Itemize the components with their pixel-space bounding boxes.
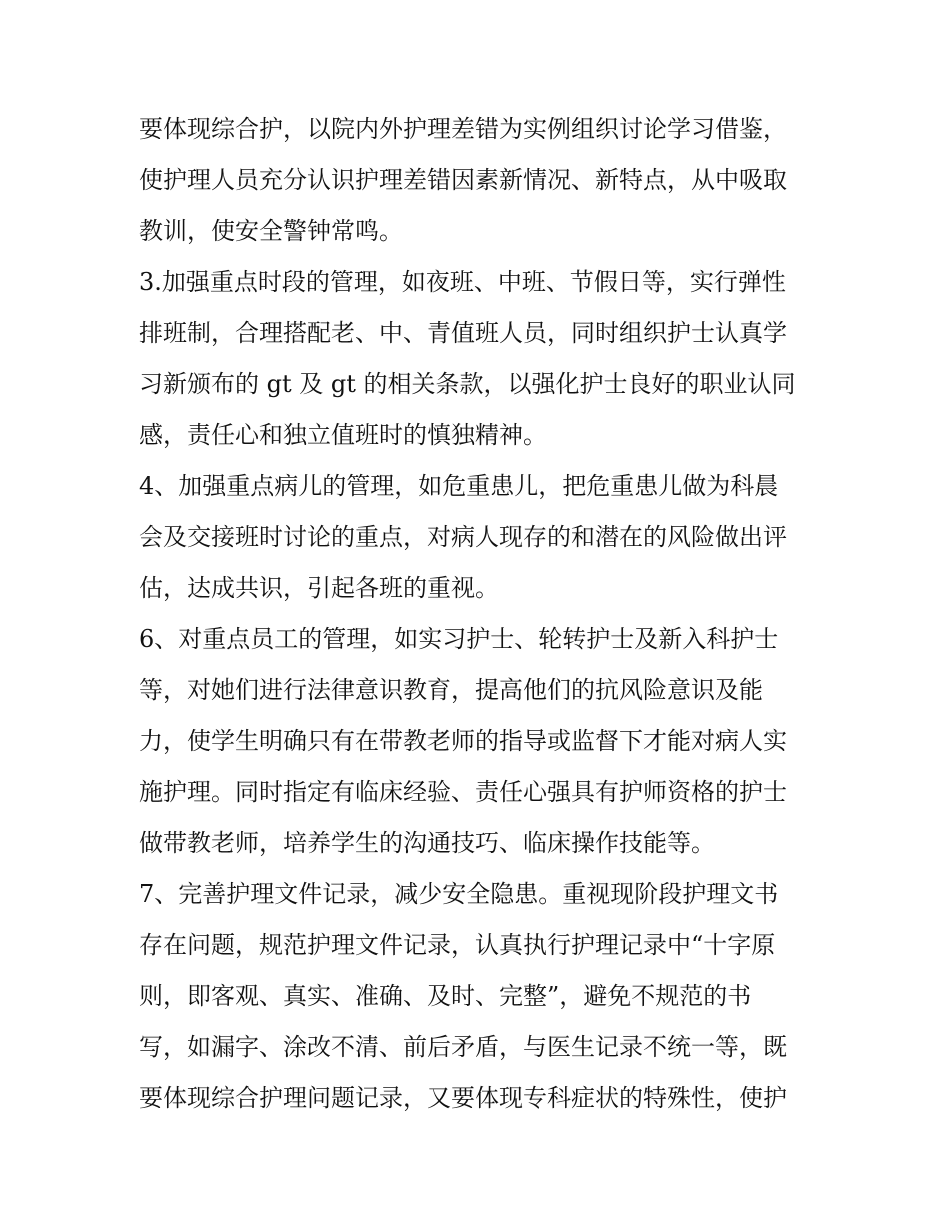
text-line: 习新颁布的 gt 及 gt 的相关条款，以强化护士良好的职业认同 — [139, 370, 796, 398]
text-line: 等，对她们进行法律意识教育，提高他们的抗风险意识及能 — [139, 676, 763, 704]
text-line: 施护理。同时指定有临床经验、责任心强具有护师资格的护士 — [139, 778, 787, 806]
text-line: 则，即客观、真实、准确、及时、完整”，避免不规范的书 — [139, 982, 752, 1010]
text-line: 使护理人员充分认识护理差错因素新情况、新特点，从中吸取 — [139, 166, 787, 194]
text-line: 做带教老师，培养学生的沟通技巧、临床操作技能等。 — [139, 829, 715, 857]
text-line: 3.加强重点时段的管理，如夜班、中班、节假日等，实行弹性 — [139, 268, 786, 296]
text-line: 7、完善护理文件记录，减少安全隐患。重视现阶段护理文书 — [139, 880, 779, 908]
text-line: 力，使学生明确只有在带教老师的指导或监督下才能对病人实 — [139, 727, 787, 755]
text-line: 写，如漏字、涂改不清、前后矛盾，与医生记录不统一等，既 — [139, 1033, 787, 1061]
body-text — [139, 104, 819, 1124]
text-line: 感，责任心和独立值班时的慎独精神。 — [139, 421, 547, 449]
text-line: 要体现综合护，以院内外护理差错为实例组织讨论学习借鉴， — [139, 115, 787, 143]
text-line: 排班制，合理搭配老、中、青值班人员，同时组织护士认真学 — [139, 319, 787, 347]
text-line: 存在问题，规范护理文件记录，认真执行护理记录中“十字原 — [139, 931, 776, 959]
text-line: 估，达成共识，引起各班的重视。 — [139, 574, 499, 602]
text-line: 要体现综合护理问题记录，又要体现专科症状的特殊性，使护 — [139, 1084, 787, 1112]
text-line: 6、对重点员工的管理，如实习护士、轮转护士及新入科护士 — [139, 625, 779, 653]
text-line: 4、加强重点病儿的管理，如危重患儿，把危重患儿做为科晨 — [139, 472, 779, 500]
text-line: 会及交接班时讨论的重点，对病人现存的和潜在的风险做出评 — [139, 523, 787, 551]
text-line: 教训，使安全警钟常鸣。 — [139, 217, 403, 245]
